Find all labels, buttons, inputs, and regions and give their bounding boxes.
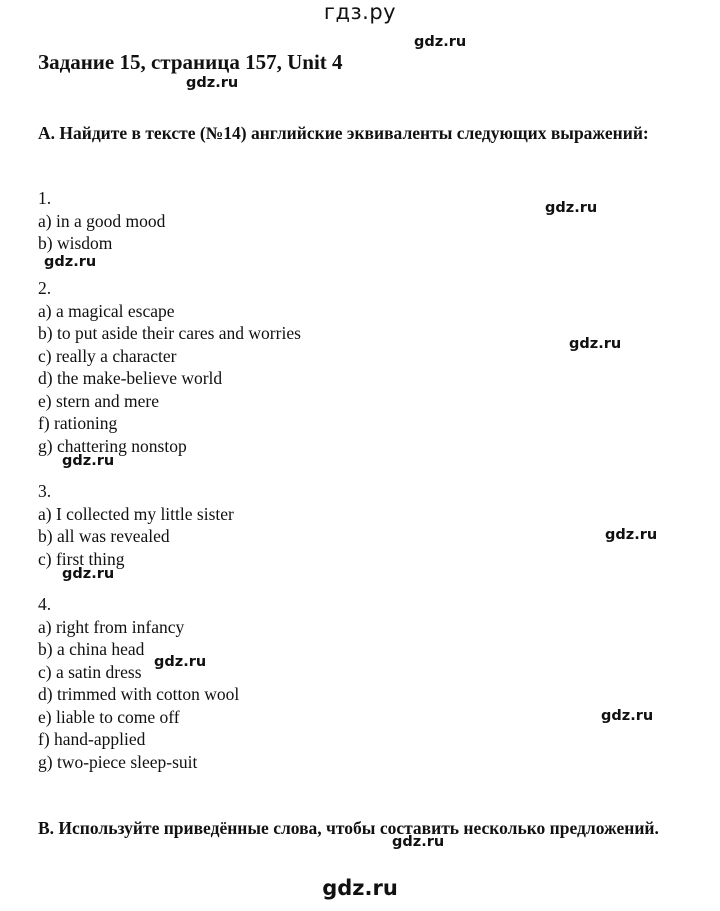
group-number: 1. [38, 188, 52, 208]
list-item: d) trimmed with cotton wool [38, 684, 240, 704]
expression-group-3 [38, 480, 234, 570]
list-item: b) a china head [38, 639, 145, 659]
expression-group-4 [38, 593, 239, 773]
list-item: e) liable to come off [38, 706, 180, 727]
list-item: c) a satin dress [38, 661, 142, 682]
list-item: c) first thing [38, 548, 125, 569]
list-item: a) in a good mood [38, 210, 166, 231]
group-number: 3. [38, 481, 52, 501]
site-header: гдз.ру [323, 0, 397, 24]
list-item: f) hand-applied [38, 729, 146, 749]
watermark: gdz.ru [569, 336, 622, 352]
watermark: gdz.ru [392, 834, 445, 850]
list-item: a) a magical escape [38, 300, 175, 321]
list-item: b) to put aside their cares and worries [38, 323, 301, 343]
list-item: c) really a character [38, 345, 177, 366]
watermark: gdz.ru [62, 566, 115, 582]
group-number: 2. [38, 278, 52, 298]
watermark: gdz.ru [414, 34, 467, 50]
list-item: a) right from infancy [38, 616, 185, 637]
list-item: a) I collected my little sister [38, 503, 234, 524]
expression-group-1 [38, 187, 165, 255]
watermark: gdz.ru [605, 527, 658, 543]
group-number: 4. [38, 594, 52, 614]
list-item: b) all was revealed [38, 526, 170, 546]
watermark: gdz.ru [601, 708, 654, 724]
page-title: Задание 15, страница 157, Unit 4 [38, 50, 343, 74]
list-item: g) chattering nonstop [38, 435, 187, 456]
task-b-heading: B. Используйте приведённые слова, чтобы составить несколько предложений. [38, 818, 659, 838]
list-item: e) stern and mere [38, 390, 159, 411]
expression-group-2 [38, 277, 301, 457]
list-item: b) wisdom [38, 233, 113, 253]
watermark: gdz.ru [62, 453, 115, 469]
list-item: d) the make-believe world [38, 368, 223, 388]
footer-watermark: gdz.ru [322, 876, 398, 900]
watermark: gdz.ru [44, 254, 97, 270]
task-a-heading: A. Найдите в тексте (№14) английские эквиваленты следующих выражений: [38, 123, 649, 143]
list-item: g) two-piece sleep-suit [38, 751, 198, 772]
list-item: f) rationing [38, 413, 118, 433]
watermark: gdz.ru [545, 200, 598, 216]
watermark: gdz.ru [154, 654, 207, 670]
watermark: gdz.ru [186, 75, 239, 91]
